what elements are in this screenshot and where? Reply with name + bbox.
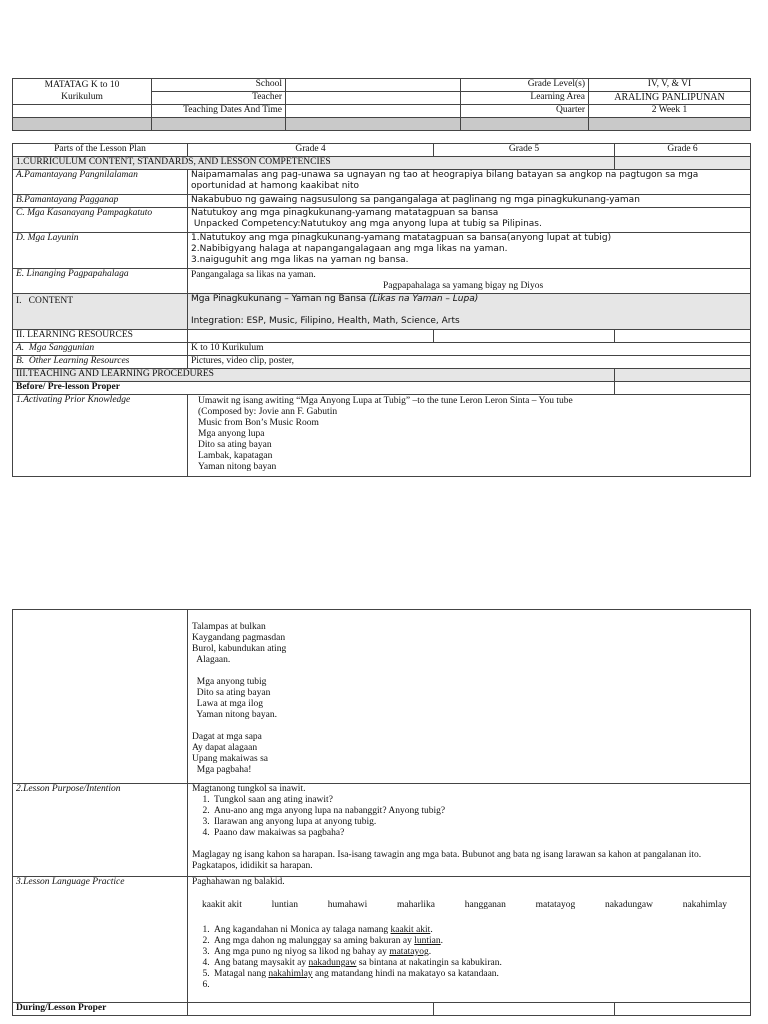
section-curriculum-content: 1.CURRICULUM CONTENT, STANDARDS, AND LESSON COMPETENCIES: [13, 157, 615, 170]
list-item: 5. Matagal nang nakahimlay ang matandang hindi na makatayo sa katandaan.: [212, 969, 747, 980]
school-label: School: [152, 79, 286, 92]
activating-label: 1.Activating Prior Knowledge: [13, 395, 188, 477]
quarter-label: Quarter: [461, 105, 589, 118]
list-item: [212, 980, 747, 991]
list-item: 4. Ang batang maysakit ay nakadungaw sa bintana at nakatingin sa kabukiran.: [212, 958, 747, 969]
list-item: 1. Tungkol saan ang ating inawit?: [212, 795, 747, 806]
dates-value[interactable]: [286, 105, 461, 118]
vocabulary-word: matatayog: [535, 900, 576, 910]
layunin-label: D. Mga Layunin: [13, 233, 188, 269]
curriculum-title: MATATAG K to 10 Kurikulum: [13, 79, 152, 105]
purpose-question-list: [212, 795, 747, 839]
content-text: Mga Pinagkukunang – Yaman ng Bansa (Likas na Yaman – Lupa) Integration: ESP, Music, Filipino, Health, Math, Science, Arts: [188, 294, 751, 330]
grade-level-value: IV, V, & VI: [589, 79, 751, 92]
list-item: 3. Ang mga puno ng niyog sa likod ng bahay ay matatayog.: [212, 947, 747, 958]
pamantayang-pagganap-text: Nakabubuo ng gawaing nagsusulong sa pangangalaga at paglinang ng mga pinagkukunang-yaman: [188, 195, 751, 208]
sanggunian-label: A. Mga Sanggunian: [13, 343, 188, 356]
language-practice-text: Paghahawan ng balakid. kaakit akit luntian humahawi maharlika hangganan matatayog nakadungaw nakahimlay 1. Ang kagandahan ni Monica ay talaga namang kaakit akit. 2. Ang mga dahon ng malunggay sa aming bakuran ay luntian. 3. Ang mga puno ng niyog sa likod ng bahay ay matatayog. 4. Ang batang maysakit ay nakadungaw sa bintana at nakatingin sa kabukiran. 5. Matagal nang nakahimlay ang matandang hindi na makatayo sa katandaan. 6.: [188, 877, 751, 1003]
vocabulary-row: [192, 888, 747, 925]
grade6-header: Grade 6: [615, 144, 751, 157]
list-item: 1. Ang kagandahan ni Monica ay talaga namang kaakit akit.: [212, 925, 747, 936]
list-item: 4. Paano daw makaiwas sa pagbaha?: [212, 828, 747, 839]
header-blank-cell: [13, 105, 152, 118]
vocabulary-word: hangganan: [464, 900, 506, 910]
lesson-purpose-text: Magtanong tungkol sa inawit. 1. Tungkol saan ang ating inawit? 2. Anu-ano ang mga anyong lupa na nabanggit? Anyong tubig? 3. Ilarawan ang anyong lupa at anyong tubig. 4. Paano daw makaiwas sa pagbaha? Maglagay ng isang kahon sa harapan. Isa-isang tawagin ang mga bata. Bubunot ang bata ng isang larawan sa kahon at pangalanan ito. Pagkatapos, ididikit sa harapan.: [188, 784, 751, 877]
pagpapahalaga-text: Pangangalaga sa likas na yaman. Pagpapahalaga sa yamang bigay ng Diyos: [188, 269, 751, 294]
kasanayang-text: Natutukoy ang mga pinagkukunang-yamang matatagpuan sa bansa Unpacked Competency:Natutukoy ang mga anyong lupa at tubig sa Pilipinas.: [188, 208, 751, 233]
list-item: 3. Ilarawan ang anyong lupa at anyong tubig.: [212, 817, 747, 828]
parts-header: Parts of the Lesson Plan: [13, 144, 188, 157]
pamantayang-pagganap-label: B.Pamantayang Pagganap: [13, 195, 188, 208]
kasanayang-label: C. Mga Kasanayang Pampagkatuto: [13, 208, 188, 233]
during-lesson-label: During/Lesson Proper: [13, 1003, 188, 1016]
pamantayang-pangnilalaman-text: Naipamamalas ang pag-unawa sa ugnayan ng tao at heograpiya bilang batayan sa angkop na pagtugon sa mga oportunidad at hamong kaakibat nito: [188, 170, 751, 195]
vocabulary-word: kaakit akit: [202, 900, 242, 910]
sanggunian-text: K to 10 Kurikulum: [188, 343, 751, 356]
school-value[interactable]: [286, 79, 461, 92]
language-practice-label: 3.Lesson Language Practice: [13, 877, 188, 1003]
lesson-purpose-label: 2.Lesson Purpose/Intention: [13, 784, 188, 877]
other-resources-text: Pictures, video clip, poster,: [188, 356, 751, 369]
learning-area-value: ARALING PANLIPUNAN: [589, 92, 751, 105]
vocabulary-word: humahawi: [327, 900, 368, 910]
pagpapahalaga-label: E. Linanging Pagpapahalaga: [13, 269, 188, 294]
content-label: I. CONTENT: [13, 294, 188, 330]
vocabulary-word: nakadungaw: [604, 900, 653, 910]
header-table: [12, 78, 751, 131]
layunin-text: 1.Natutukoy ang mga pinagkukunang-yamang matatagpuan sa bansa(anyong lupat at tubig) 2.Nabibigyang halaga at napangangalagaan ang mga likas na yaman. 3.naiguguhit ang mga likas na yaman ng bansa.: [188, 233, 751, 269]
activating-text: Umawit ng isang awiting “Mga Anyong Lupa at Tubig” –to the tune Leron Leron Sinta – You tube (Composed by: Jovie ann F. Gabutin Music from Bon’s Music Room Mga anyong lupa Dito sa ating bayan Lambak, kapatagan Yaman nitong bayan: [188, 395, 751, 477]
grade4-header: Grade 4: [188, 144, 434, 157]
learning-resources-label: II. LEARNING RESOURCES: [13, 330, 188, 343]
before-lesson-label: Before/ Pre-lesson Proper: [13, 382, 615, 395]
grade5-header: Grade 5: [434, 144, 615, 157]
teacher-value[interactable]: [286, 92, 461, 105]
sentence-list: [212, 925, 747, 991]
list-item: 2. Anu-ano ang mga anyong lupa na nabanggit? Anyong tubig?: [212, 806, 747, 817]
lesson-plan-table: [12, 143, 751, 477]
section-procedures: III.TEACHING AND LEARNING PROCEDURES: [13, 369, 615, 382]
vocabulary-word: luntian: [271, 900, 298, 910]
other-resources-label: B. Other Learning Resources: [13, 356, 188, 369]
quarter-value: 2 Week 1: [589, 105, 751, 118]
learning-area-label: Learning Area: [461, 92, 589, 105]
vocabulary-word: nakahimlay: [682, 900, 728, 910]
lesson-plan-table-continued: [12, 609, 751, 1016]
song-continued-text: Talampas at bulkan Kaygandang pagmasdan Burol, kabundukan ating Alagaan. Mga anyong tubig Dito sa ating bayan Lawa at mga ilog Yaman nitong bayan. Dagat at mga sapa Ay dapat alagaan Upang makaiwas sa Mga pagbaha!: [188, 610, 751, 784]
list-item: 2. Ang mga dahon ng malunggay sa aming bakuran ay luntian.: [212, 936, 747, 947]
header-gray-row: [13, 118, 152, 131]
vocabulary-word: maharlika: [397, 900, 435, 910]
grade-level-label: Grade Level(s): [461, 79, 589, 92]
teacher-label: Teacher: [152, 92, 286, 105]
dates-label: Teaching Dates And Time: [152, 105, 286, 118]
pamantayang-pangnilalaman-label: A.Pamantayang Pangnilalaman: [13, 170, 188, 195]
